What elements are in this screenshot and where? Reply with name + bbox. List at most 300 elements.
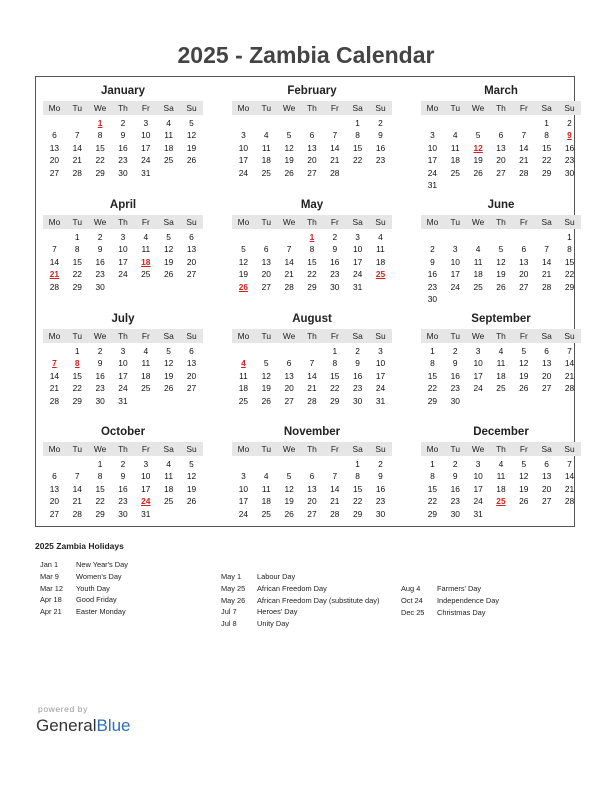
holiday-name: Good Friday: [76, 595, 117, 605]
day-cell: 1: [430, 459, 435, 469]
day-cell: 10: [141, 471, 151, 482]
holiday-name: Women's Day: [76, 571, 122, 581]
weekday-label: Tu: [72, 444, 82, 454]
weekday-header: [43, 329, 203, 343]
day-cell: 16: [375, 142, 386, 153]
day-cell: 27: [307, 508, 317, 519]
day-cell: 10: [352, 244, 363, 255]
weekday-label: Tu: [72, 103, 82, 113]
day-cell: 17: [375, 370, 386, 381]
weekday-label: Su: [186, 103, 197, 113]
weekday-label: Fr: [519, 217, 528, 227]
holiday-row: [401, 607, 499, 619]
day-cell: 2: [378, 118, 383, 128]
day-cell: 14: [49, 370, 60, 381]
empty-day-cell: [43, 231, 66, 243]
day-cell: 23: [352, 383, 363, 394]
day-cell: 11: [261, 142, 271, 153]
empty-day-cell: [301, 458, 324, 470]
day-cell: 13: [186, 244, 197, 255]
holiday-row: [401, 583, 499, 595]
day-cell: 27: [186, 269, 197, 280]
day-cell: 3: [378, 346, 383, 356]
day-cell: 15: [427, 483, 438, 494]
day-cell: 29: [95, 508, 105, 519]
holiday-name: African Freedom Day (substitute day): [257, 595, 380, 605]
weekday-label: Th: [496, 103, 506, 113]
day-cell: 15: [95, 483, 105, 494]
day-cell: 5: [475, 130, 481, 141]
weekday-header: [43, 442, 203, 456]
day-cell: 6: [498, 130, 504, 141]
day-cell: 14: [49, 256, 60, 267]
day-cell: 7: [52, 244, 57, 255]
day-cell: 2: [97, 232, 103, 242]
weekday-label: Mo: [426, 103, 439, 113]
day-cell: 17: [473, 370, 483, 381]
day-cell: 24: [427, 167, 438, 178]
empty-day-cell: [444, 231, 467, 243]
day-cell: 15: [330, 370, 340, 381]
holiday-name: Unity Day: [257, 619, 290, 629]
day-cell: 21: [330, 155, 340, 166]
day-cell: 5: [189, 118, 194, 128]
weekday-label: Mo: [426, 217, 439, 227]
page-title: 2025 - Zambia Calendar: [177, 42, 435, 68]
holiday-date: Jul 8: [221, 619, 237, 629]
day-cell: 17: [141, 142, 151, 153]
day-cell: 22: [95, 496, 105, 507]
weekday-label: Th: [496, 217, 506, 227]
day-cell: 11: [261, 483, 271, 494]
day-cell: 19: [261, 383, 271, 394]
day-cell: 18: [163, 142, 174, 153]
day-cell: 20: [307, 155, 317, 166]
day-cell: 8: [355, 471, 360, 482]
day-cell: 23: [95, 383, 105, 394]
weekday-label: Sa: [163, 217, 174, 227]
empty-day-cell: [232, 345, 255, 357]
day-cell: 6: [544, 346, 549, 356]
holiday-name: Youth Day: [76, 583, 110, 593]
day-cell: 16: [95, 370, 105, 381]
day-cell: 20: [496, 155, 506, 166]
day-cell: 22: [564, 269, 575, 280]
day-cell: 22: [427, 383, 438, 394]
day-cell: 27: [49, 167, 60, 178]
day-cell: 1: [355, 118, 360, 128]
day-cell: 13: [186, 358, 197, 369]
weekday-label: Fr: [519, 331, 528, 341]
month-name: January: [100, 85, 146, 97]
day-cell: 25: [473, 281, 483, 292]
weekday-label: Mo: [237, 103, 250, 113]
holiday-row: [40, 594, 128, 606]
day-cell: 14: [72, 142, 82, 153]
holiday-day-cell: 12: [473, 142, 483, 153]
day-cell: 14: [72, 483, 82, 494]
day-cell: 28: [284, 281, 294, 292]
day-cell: 9: [378, 130, 383, 141]
day-cell: 16: [352, 370, 363, 381]
empty-day-cell: [467, 117, 490, 129]
holiday-day-cell: 4: [241, 358, 246, 369]
month-name: November: [283, 426, 341, 438]
weekday-label: Th: [118, 444, 128, 454]
day-cell: 6: [189, 232, 194, 242]
empty-day-cell: [535, 231, 558, 243]
day-cell: 30: [95, 395, 105, 406]
day-cell: 13: [307, 483, 317, 494]
day-cell: 15: [541, 142, 552, 153]
day-cell: 11: [141, 358, 151, 369]
day-cell: 2: [120, 459, 126, 469]
day-cell: 18: [496, 483, 506, 494]
day-cell: 4: [263, 471, 269, 482]
day-cell: 28: [307, 395, 317, 406]
day-cell: 17: [238, 155, 249, 166]
day-cell: 29: [541, 167, 552, 178]
day-cell: 14: [284, 256, 294, 267]
day-cell: 30: [375, 508, 386, 519]
holiday-row: [221, 618, 379, 630]
weekday-label: Fr: [330, 331, 339, 341]
day-cell: 2: [120, 118, 126, 128]
weekday-label: Su: [375, 217, 386, 227]
empty-day-cell: [490, 117, 513, 129]
weekday-label: We: [471, 103, 485, 113]
day-cell: 24: [238, 167, 249, 178]
day-cell: 23: [375, 496, 386, 507]
day-cell: 23: [95, 269, 105, 280]
empty-day-cell: [323, 458, 346, 470]
weekday-label: Tu: [261, 103, 271, 113]
day-cell: 29: [72, 395, 82, 406]
day-cell: 14: [564, 471, 575, 482]
day-cell: 13: [496, 142, 506, 153]
day-cell: 28: [541, 281, 552, 292]
day-cell: 5: [286, 471, 292, 482]
month-name: December: [473, 426, 529, 438]
day-cell: 25: [496, 383, 506, 394]
day-cell: 10: [118, 244, 128, 255]
day-cell: 28: [49, 395, 60, 406]
day-cell: 21: [284, 269, 294, 280]
day-cell: 8: [430, 471, 435, 482]
day-cell: 19: [186, 142, 197, 153]
day-cell: 7: [544, 244, 549, 255]
day-cell: 24: [352, 269, 363, 280]
day-cell: 9: [452, 358, 458, 369]
holiday-date: Oct 24: [401, 595, 423, 605]
day-cell: 8: [309, 244, 315, 255]
day-cell: 29: [352, 508, 363, 519]
weekday-label: Sa: [163, 331, 174, 341]
empty-day-cell: [490, 231, 513, 243]
day-cell: 24: [473, 383, 483, 394]
day-cell: 9: [430, 256, 435, 267]
day-cell: 31: [473, 508, 483, 519]
day-cell: 25: [261, 167, 271, 178]
day-cell: 30: [118, 508, 128, 519]
day-cell: 7: [332, 130, 338, 141]
weekday-label: We: [93, 444, 107, 454]
holiday-name: New Year's Day: [76, 560, 128, 569]
day-cell: 31: [141, 167, 151, 178]
brand-name-part2: Blue: [96, 716, 131, 735]
day-cell: 22: [330, 383, 340, 394]
day-cell: 6: [309, 471, 315, 482]
empty-day-cell: [232, 458, 255, 470]
weekday-label: Mo: [48, 444, 61, 454]
day-cell: 23: [375, 155, 386, 166]
day-cell: 7: [567, 459, 572, 469]
holidays-heading: 2025 Zambia Holidays: [35, 541, 124, 551]
brand-name-part1: General: [36, 716, 97, 735]
day-cell: 10: [141, 130, 151, 141]
day-cell: 26: [163, 383, 174, 394]
day-cell: 22: [72, 269, 82, 280]
day-cell: 24: [375, 383, 386, 394]
day-cell: 23: [427, 281, 438, 292]
day-cell: 8: [430, 358, 435, 369]
weekday-label: Su: [186, 444, 197, 454]
weekday-label: Sa: [541, 331, 552, 341]
holiday-column: [221, 571, 379, 630]
day-grid: [43, 345, 203, 407]
day-cell: 1: [544, 118, 549, 128]
empty-day-cell: [66, 458, 89, 470]
day-cell: 29: [72, 281, 82, 292]
weekday-label: Sa: [541, 444, 552, 454]
holiday-row: [40, 583, 128, 595]
empty-day-cell: [66, 117, 89, 129]
day-cell: 2: [567, 118, 572, 128]
holiday-date: Apr 18: [40, 595, 62, 605]
empty-day-cell: [512, 117, 535, 129]
day-cell: 7: [286, 244, 292, 255]
day-cell: 7: [74, 471, 80, 482]
day-cell: 17: [141, 483, 151, 494]
day-cell: 6: [189, 346, 194, 356]
day-grid: [232, 231, 392, 293]
holiday-row: [401, 595, 499, 607]
weekday-label: Su: [564, 217, 575, 227]
day-cell: 26: [519, 496, 529, 507]
day-cell: 2: [452, 459, 458, 469]
day-cell: 4: [498, 459, 504, 469]
weekday-label: We: [471, 331, 485, 341]
holiday-day-cell: 25: [496, 496, 506, 507]
day-cell: 26: [163, 269, 174, 280]
day-cell: 24: [473, 496, 483, 507]
day-cell: 16: [118, 483, 128, 494]
weekday-label: Sa: [163, 444, 174, 454]
day-cell: 30: [427, 293, 438, 304]
day-cell: 18: [141, 370, 151, 381]
weekday-label: Su: [375, 103, 386, 113]
day-cell: 6: [263, 244, 269, 255]
day-cell: 5: [521, 459, 527, 469]
day-cell: 21: [307, 383, 317, 394]
day-cell: 17: [427, 155, 438, 166]
day-cell: 31: [375, 395, 386, 406]
day-cell: 4: [143, 346, 149, 356]
day-cell: 11: [239, 370, 248, 381]
holiday-name: Labour Day: [257, 572, 296, 581]
day-cell: 15: [72, 370, 82, 381]
month-name: September: [471, 313, 531, 325]
day-cell: 19: [163, 256, 174, 267]
weekday-label: We: [282, 217, 296, 227]
day-cell: 18: [238, 383, 249, 394]
brand-logo[interactable]: [36, 716, 131, 736]
weekday-header: [421, 215, 581, 229]
day-cell: 28: [564, 496, 575, 507]
day-cell: 12: [163, 244, 174, 255]
day-cell: 12: [519, 358, 529, 369]
day-cell: 16: [450, 483, 460, 494]
day-grid: [232, 458, 392, 520]
day-cell: 30: [450, 395, 460, 406]
day-cell: 4: [143, 232, 149, 242]
day-cell: 26: [284, 167, 294, 178]
day-cell: 3: [241, 130, 246, 141]
day-cell: 18: [496, 370, 506, 381]
holiday-name: Easter Monday: [76, 607, 126, 617]
weekday-label: Th: [118, 103, 128, 113]
day-cell: 8: [74, 244, 80, 255]
day-cell: 13: [261, 256, 271, 267]
day-cell: 21: [541, 269, 552, 280]
day-cell: 23: [450, 496, 460, 507]
holiday-column: [401, 583, 499, 618]
day-cell: 13: [307, 142, 317, 153]
holiday-row: [221, 595, 379, 607]
holiday-date: Dec 25: [401, 607, 425, 617]
weekday-label: Mo: [48, 103, 61, 113]
day-cell: 26: [284, 508, 294, 519]
day-cell: 2: [355, 346, 360, 356]
holiday-day-cell: 1: [309, 232, 315, 242]
day-cell: 11: [450, 142, 460, 153]
day-cell: 15: [95, 142, 105, 153]
day-cell: 21: [72, 155, 82, 166]
day-cell: 25: [141, 269, 151, 280]
day-cell: 5: [189, 459, 194, 469]
day-cell: 10: [238, 142, 249, 153]
day-cell: 6: [521, 244, 527, 255]
day-cell: 3: [143, 459, 149, 469]
empty-day-cell: [323, 117, 346, 129]
day-cell: 27: [261, 281, 271, 292]
day-cell: 2: [430, 244, 435, 255]
day-cell: 28: [519, 167, 529, 178]
day-grid: [421, 231, 581, 305]
holiday-name: Christmas Day: [437, 607, 486, 617]
day-cell: 24: [118, 269, 128, 280]
day-cell: 5: [166, 232, 171, 242]
weekday-label: We: [471, 217, 485, 227]
weekday-label: Th: [307, 217, 317, 227]
day-cell: 11: [496, 471, 506, 482]
day-cell: 7: [309, 358, 315, 369]
day-cell: 25: [261, 508, 271, 519]
weekday-label: Sa: [163, 103, 174, 113]
holiday-day-cell: 26: [238, 281, 249, 292]
day-cell: 12: [186, 471, 197, 482]
holiday-date: Mar 12: [40, 583, 64, 593]
day-cell: 2: [97, 346, 103, 356]
weekday-label: Sa: [352, 444, 363, 454]
empty-day-cell: [255, 231, 278, 243]
weekday-header: [43, 101, 203, 115]
day-cell: 1: [355, 459, 360, 469]
weekday-label: Su: [564, 444, 575, 454]
weekday-label: We: [93, 331, 107, 341]
day-cell: 13: [541, 471, 552, 482]
empty-day-cell: [421, 117, 444, 129]
day-cell: 12: [284, 483, 294, 494]
weekday-label: Fr: [141, 444, 150, 454]
day-cell: 18: [163, 483, 174, 494]
weekday-label: Tu: [261, 217, 271, 227]
day-cell: 5: [286, 130, 292, 141]
day-cell: 9: [452, 471, 458, 482]
day-cell: 25: [163, 496, 174, 507]
weekday-header: [43, 215, 203, 229]
day-cell: 14: [564, 358, 575, 369]
day-cell: 14: [330, 483, 340, 494]
day-cell: 3: [475, 346, 481, 356]
day-cell: 14: [519, 142, 529, 153]
weekday-label: Mo: [426, 444, 439, 454]
weekday-label: Tu: [72, 217, 82, 227]
day-cell: 28: [72, 167, 82, 178]
day-cell: 19: [496, 269, 506, 280]
day-cell: 19: [284, 496, 294, 507]
day-cell: 20: [307, 496, 317, 507]
day-cell: 15: [72, 256, 82, 267]
day-cell: 1: [332, 346, 338, 356]
day-cell: 8: [544, 130, 549, 141]
month-name: July: [111, 313, 135, 325]
day-cell: 3: [241, 471, 246, 482]
holiday-day-cell: 18: [141, 256, 151, 267]
day-cell: 20: [49, 496, 60, 507]
weekday-label: We: [282, 103, 296, 113]
day-cell: 26: [186, 496, 197, 507]
day-cell: 17: [238, 496, 249, 507]
day-cell: 23: [118, 496, 128, 507]
day-cell: 7: [521, 130, 527, 141]
day-cell: 1: [430, 346, 435, 356]
weekday-label: Sa: [352, 103, 363, 113]
day-grid: [232, 117, 392, 179]
day-cell: 9: [378, 471, 383, 482]
weekday-label: Su: [186, 331, 197, 341]
day-cell: 8: [332, 358, 338, 369]
day-cell: 25: [163, 155, 174, 166]
day-cell: 14: [330, 142, 340, 153]
weekday-label: Fr: [519, 103, 528, 113]
day-cell: 27: [496, 167, 506, 178]
day-cell: 9: [97, 244, 103, 255]
day-cell: 10: [450, 256, 460, 267]
day-cell: 27: [519, 281, 529, 292]
weekday-label: Sa: [541, 217, 552, 227]
month-name: March: [484, 85, 518, 97]
